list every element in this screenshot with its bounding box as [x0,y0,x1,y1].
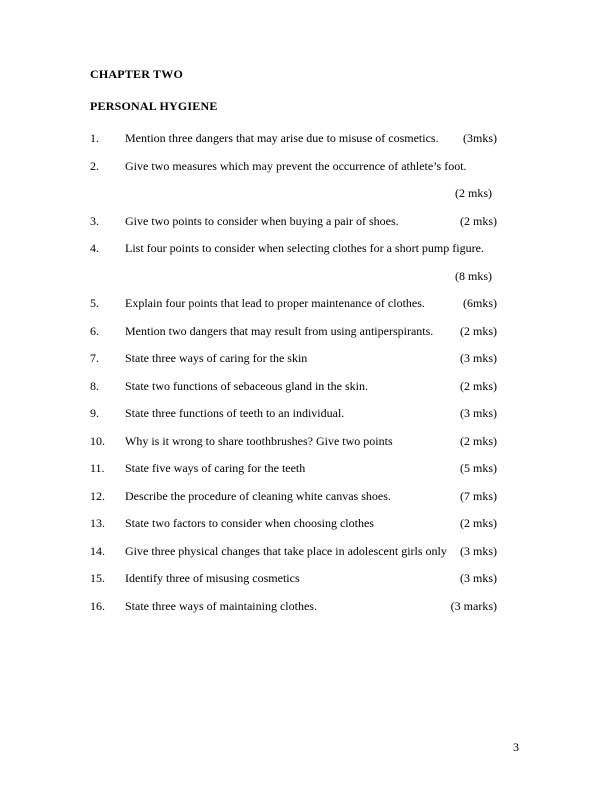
question-text: Mention two dangers that may result from using antiperspirants. [125,323,434,338]
question-number: 13. [90,516,105,530]
question-number: 15. [90,571,105,585]
question-row [90,599,497,613]
question-row [90,324,497,338]
chapter-heading: CHAPTER TWO [90,67,183,81]
question-number: 7. [90,351,99,365]
question-marks: (2 mks) [460,213,497,228]
question-text: State two functions of sebaceous gland in the skin. [125,378,368,393]
question-number: 5. [90,296,99,310]
question-text: Why is it wrong to share toothbrushes? Give two points [125,433,393,448]
question-marks: (5 mks) [460,461,497,475]
question-text: State three ways of maintaining clothes. [125,598,317,613]
question-number: 16. [90,598,105,613]
question-row [90,406,497,420]
section-heading: PERSONAL HYGIENE [90,99,218,113]
question-number: 2. [90,158,99,173]
marks-row [90,186,497,200]
marks-row [90,269,497,283]
question-marks: (2 mks) [460,516,497,530]
question-text: State five ways of caring for the teeth [125,461,306,475]
page-number: 3 [513,740,519,754]
question-marks: (3 mks) [460,406,497,420]
question-row [90,131,497,145]
question-number: 12. [90,488,105,503]
question-marks: (2 mks) [460,323,497,338]
question-number: 14. [90,543,105,558]
question-list [90,131,497,613]
question-text: Give two points to consider when buying a pair of shoes. [125,213,399,228]
question-row [90,516,497,530]
question-text: State three ways of caring for the skin [125,351,308,365]
question-text: State three functions of teeth to an individual. [125,406,345,420]
question-row [90,379,497,393]
question-row [90,214,497,228]
question-marks: (2 mks) [455,186,492,200]
question-text: Explain four points that lead to proper maintenance of clothes. [125,296,425,310]
question-number: 8. [90,378,99,393]
question-marks: (7 mks) [460,488,497,503]
question-text: Give three physical changes that take place in adolescent girls only [125,543,447,558]
question-number: 9. [90,406,99,420]
question-number: 10. [90,433,105,448]
question-text: List four points to consider when selecting clothes for a short pump figure. [125,241,484,255]
question-marks: (3 mks) [460,351,497,365]
question-row [90,461,497,475]
question-row [90,571,497,585]
question-marks: (8 mks) [455,268,492,283]
question-row [90,434,497,448]
question-text: Identify three of misusing cosmetics [125,571,300,585]
question-number: 4. [90,241,99,255]
question-row [90,159,497,173]
question-row [90,296,497,310]
question-text: Describe the procedure of cleaning white canvas shoes. [125,488,391,503]
question-marks: (3 marks) [450,598,497,613]
question-row [90,544,497,558]
question-row [90,351,497,365]
question-marks: (3mks) [463,131,497,145]
question-text: Mention three dangers that may arise due to misuse of cosmetics. [125,131,439,145]
question-number: 11. [90,461,105,475]
question-number: 3. [90,213,99,228]
question-marks: (6mks) [463,296,497,310]
question-text: Give two measures which may prevent the occurrence of athlete’s foot. [125,158,467,173]
question-row [90,241,497,255]
question-marks: (2 mks) [460,378,497,393]
question-marks: (2 mks) [460,433,497,448]
question-number: 1. [90,131,99,145]
question-row [90,489,497,503]
question-marks: (3 mks) [460,543,497,558]
question-text: State two factors to consider when choosing clothes [125,516,374,530]
question-number: 6. [90,323,99,338]
question-marks: (3 mks) [460,571,497,585]
